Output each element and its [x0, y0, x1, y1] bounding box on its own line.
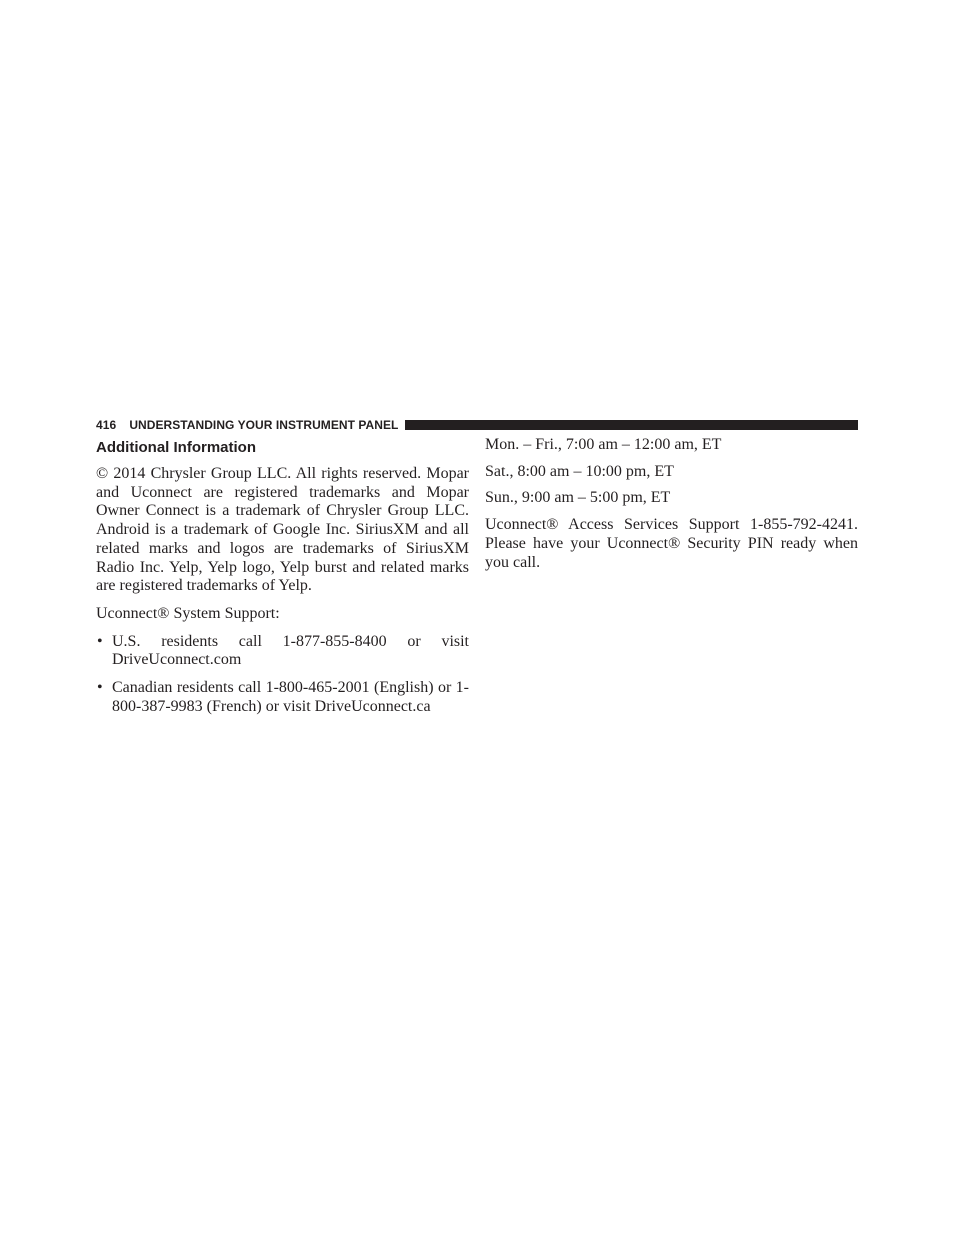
right-column [485, 436, 858, 580]
copyright-paragraph: © 2014 Chrysler Group LLC. All rights reserved. Mopar and Uconnect are registered trademarks and Mopar Owner Connect is a trademark of Chrysler Group LLC. Android is a trademark of Google Inc. SiriusXM and all related marks and logos are trademarks of SiriusXM Radio Inc. Yelp, Yelp logo, Yelp burst and related marks are registered trademarks of Yelp. [96, 465, 469, 595]
support-list [96, 633, 469, 717]
hours-weekday: Mon. – Fri., 7:00 am – 12:00 am, ET [485, 436, 722, 453]
bullet-icon: • [97, 632, 103, 650]
left-column [96, 436, 469, 725]
support-label: Uconnect® System Support: [96, 604, 280, 622]
hours-sunday: Sun., 9:00 am – 5:00 pm, ET [485, 489, 671, 507]
page-number: 416 [96, 418, 117, 432]
list-item [96, 633, 469, 670]
additional-information-heading: Additional Information [96, 439, 256, 456]
header-rule-bar [405, 420, 858, 430]
list-item-text: U.S. residents call 1-877-855-8400 or visit DriveUconnect.com [112, 632, 469, 669]
bullet-icon: • [97, 679, 103, 697]
hours-saturday: Sat., 8:00 am – 10:00 pm, ET [485, 462, 674, 480]
section-title: UNDERSTANDING YOUR INSTRUMENT PANEL [129, 418, 399, 432]
list-item [96, 679, 469, 716]
page-header [96, 417, 858, 433]
list-item-text: Canadian residents call 1-800-465-2001 (English) or 1-800-387-9983 (French) or visit DriveUconnect.ca [112, 679, 469, 715]
access-services-support: Uconnect® Access Services Support 1-855-792-4241. Please have your Uconnect® Security PIN ready when you call. [485, 516, 858, 571]
